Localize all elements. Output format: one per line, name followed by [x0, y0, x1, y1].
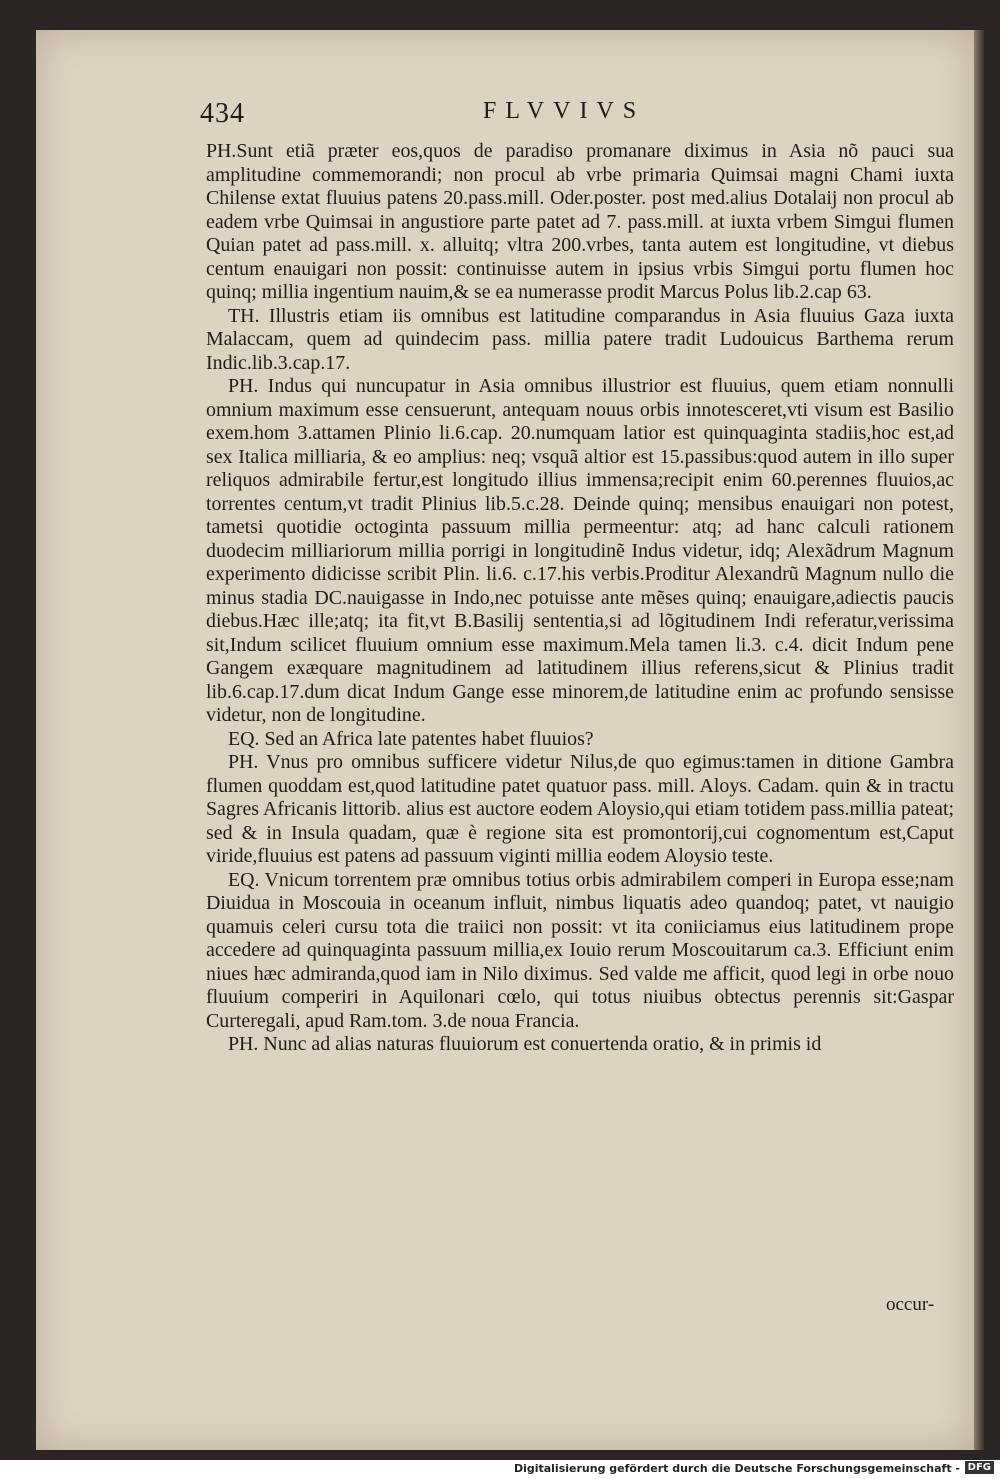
catchword: occur-: [886, 1294, 935, 1315]
paragraph-th-gaza: TH. Illustris etiam iis omnibus est latitudine comparandus in Asia fluuius Gaza iuxta Malaccam, quem ad quindecim pass. millia patere tradit Ludouicus Barthema rerum Indic.lib.3.cap.17.: [206, 304, 954, 374]
paragraph-ph-conclusion: PH. Nunc ad alias naturas fluuiorum est conuertenda oratio, & in primis id: [228, 1033, 822, 1055]
body-text: [206, 140, 954, 1057]
footer-bar: [0, 1460, 1000, 1479]
paragraph-ph-indus: PH. Indus qui nuncupatur in Asia omnibus illustrior est fluuius, quem etiam nonnulli omnium maximum esse censuerunt, antequam nouus orbis innotesceret,vti visum est Basilio exem.hom 3.attamen Plinio li.6.cap. 20.numquam latior est quinquaginta stadiis,hoc est,ad sex Italica milliaria, & eo amplius: neq; vsquã altior est 15.passibus:quod autem in illo super reliquos admirabile fertur,est longitudo illius immensa;recipit enim 60.perennes fluuios,ac torrentes centum,vt tradit Plinius lib.5.c.28. Deinde quinq; mensibus enauigari non potest, tametsi quotidie octoginta passuum millia permeentur: atq; ad hanc calculi rationem duodecim milliariorum millia porrigi in longitudinẽ Indus videtur, idq; Alexãdrum Magnum experimento didicisse scribit Plin. li.6. c.17.his verbis.Proditur Alexandrũ Magnum nullo die minus stadia DC.nauigasse in Indo,nec potuisse ante mẽses quinq; enauigare,adiectis paucis diebus.Hæc ille;atq; ita fit,vt B.Basilij sententia,si ad lõgitudinem Indi referatur,verissima sit,Indum scilicet fluuium omnium esse maximum.Mela tamen li.3. c.4. dicit Indum pene Gangem exæquare magnitudinem ad latitudinem illius referens,sicut & Plinius tradit lib.6.cap.17.dum dicat Indum Gange esse minorem,de latitudine enim ac profundo sensisse videtur, non de longitudine.: [206, 375, 954, 726]
paragraph-eq-moscovia: EQ. Vnicum torrentem præ omnibus totius orbis admirabilem comperi in Europa esse;nam Diuidua in Moscouia in oceanum influit, nimbus liquatis adeo quandoq; patet, vt nauigio quamuis celeri cursu tota die traiici non possit: vt ita coniiciamus eius latitudinem prope accedere ad quinquaginta passuum millia,ex Iouio rerum Moscouitarum ca.3. Efficiunt enim niues hæc admiranda,quod iam in Nilo diximus. Sed valde me afficit, quod legi in orbe nouo fluuium comperiri in Aquilonari cœlo, qui totus niuibus obtectus perennis sit:Gaspar Curteregali, apud Ram.tom. 3.de noua Francia.: [206, 868, 954, 1032]
paragraph-ph-nile-gambra: PH. Vnus pro omnibus sufficere videtur Nilus,de quo egimus:tamen in ditione Gambra flumen quoddam est,quod latitudine patet quatuor pass. mill. Aloys. Cadam. quin & in tractu Sagres Africanis littorib. alius est auctore eodem Aloysio,qui etiam totidem pass.millia pateat; sed & in Insula quadam, quæ è regione sita est promontorij,cui cognomentum est,Caput viride,fluuius est patens ad passuum viginti millia eodem Aloysio teste.: [206, 751, 954, 867]
running-title: FLVVIVS: [483, 98, 646, 124]
footer-credit: Digitalisierung gefördert durch die Deutsche Forschungsgemeinschaft -: [513, 1462, 960, 1475]
dfg-logo: DFG: [965, 1461, 994, 1474]
running-head: [36, 98, 974, 138]
paragraph-ph-asia-rivers: PH.Sunt etiã præter eos,quos de paradiso promanare diximus in Asia nõ pauci sua amplitudine commemorandi; non procul ab vrbe primaria Quimsai magni Chami iuxta Chilense extat fluuius patens 20.pass.mill. Oder.poster. post med.alius Dotalaij non procul ab eadem vrbe Quimsai in angustiore parte patet ad 7. pass.mill. at iuxta vrbem Simgui flumen Quian patet ad pass.mill. x. alluitq; vltra 200.vrbes, tanta autem est longitudine, vt diebus centum enauigari non possit: continuisse autem in ipsius vrbis Simgui portu flumen hoc quinq; millia ingentium nauim,& se ea numerasse prodit Marcus Polus lib.2.cap 63.: [206, 140, 954, 303]
page-edge: [974, 30, 984, 1450]
paragraph-eq-africa-question: EQ. Sed an Africa late patentes habet fluuios?: [228, 727, 594, 750]
book-page: [36, 30, 974, 1450]
page-number: 434: [200, 98, 245, 129]
